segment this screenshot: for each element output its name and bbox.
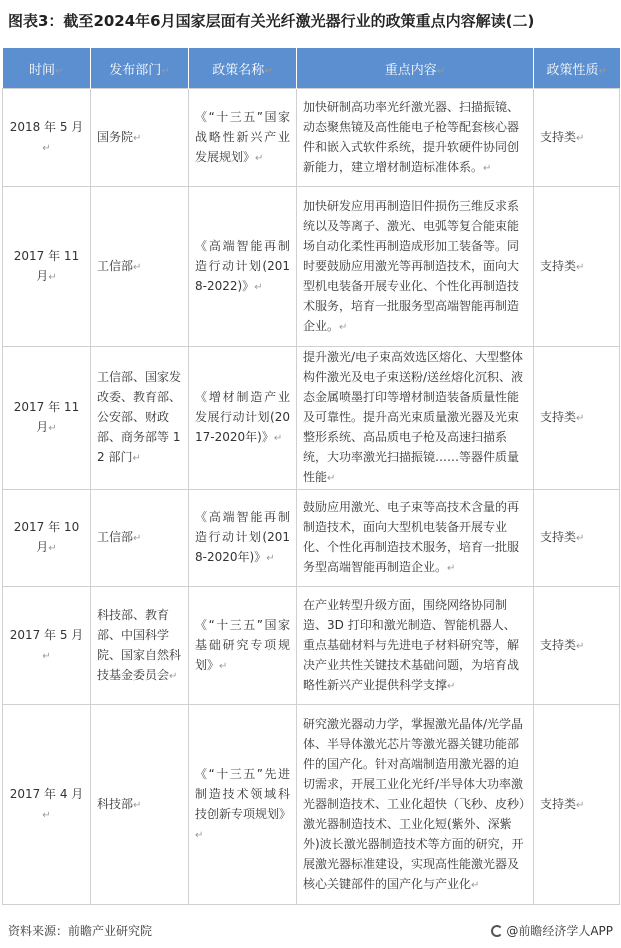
page-title: 图表3：截至2024年6月国家层面有关光纤激光器行业的政策重点内容解读(二) [8,12,535,30]
cell-key-content: 提升激光/电子束高效选区熔化、大型整体构件激光及电子束送粉/送丝熔化沉积、液态金属喷墨打印等增材制造装备质量性能及可靠性。提升高光束质量激光器及光束整形系统、高品质电子枪及高速扫描系统，大功率激光扫描振镜……等器件质量性能↵ [297,347,534,490]
qianzhan-logo-icon [491,925,503,937]
cell-policy-name: 《高端智能再制造行动计划(2018-2022)》↵ [189,187,297,347]
table-header-row [3,48,620,89]
cell-key-content: 在产业转型升级方面，围绕网络协同制造、3D 打印和激光制造、智能机器人、重点基础材料与先进电子材料研究等，解决产业共性关键技术基础问题，为培育战略性新兴产业提供科学支撑↵ [297,587,534,705]
header-key-content: 重点内容↵ [297,48,534,89]
cell-policy-name: 《增材制造产业发展行动计划(2017-2020年)》↵ [189,347,297,490]
header-policy-name: 政策名称↵ [189,48,297,89]
cell-nature: 支持类↵ [534,490,620,587]
cell-nature: 支持类↵ [534,347,620,490]
cell-nature: 支持类↵ [534,89,620,187]
cell-time: 2018 年 5 月↵ [3,89,91,187]
cell-dept: 科技部、教育部、中国科学院、国家自然科技基金委员会↵ [91,587,189,705]
cell-dept: 科技部↵ [91,705,189,905]
cell-dept: 国务院↵ [91,89,189,187]
table-row [3,587,620,705]
return-mark-icon: ↵ [264,65,273,77]
cell-policy-name: 《“十三五”国家基础研究专项规划》↵ [189,587,297,705]
cell-time: 2017 年 11 月↵ [3,187,91,347]
table-row [3,705,620,905]
cell-key-content: 加快研发应用再制造旧件损伤三维反求系统以及等离子、激光、电弧等复合能束能场自动化柔性再制造成形加工装备等。同时要鼓励应用激光等再制造技术，面向大型机电装备开展专业化、个性化再制造技术服务，培育一批服务型高端智能再制造企业。↵ [297,187,534,347]
source-note: 资料来源：前瞻产业研究院 [8,924,153,938]
header-nature: 政策性质↵ [534,48,620,89]
return-mark-icon: ↵ [436,65,446,77]
cell-dept: 工信部↵ [91,187,189,347]
cell-policy-name: 《“十三五”先进制造技术领域科技创新专项规划》↵ [189,705,297,905]
cell-key-content: 研究激光器动力学，掌握激光晶体/光学晶体、半导体激光芯片等激光器关键功能部件的国产化。针对高端制造用激光器的迫切需求，开展工业化光纤/半导体大功率激光器制造技术、工业化超快（飞秒、皮秒）激光器制造技术、工业化短(紫外、深紫外)波长激光器制造技术等方面的研究，开展激光器标准建设，实现高性能激光器及核心关键部件的国产化与产业化↵ [297,705,534,905]
cell-dept: 工信部、国家发改委、教育部、公安部、财政部、商务部等 12 部门↵ [91,347,189,490]
brand-credit-text: @前瞻经济学人APP [506,924,613,938]
cell-nature: 支持类↵ [534,705,620,905]
header-dept: 发布部门↵ [91,48,189,89]
cell-time: 2017 年 4 月↵ [3,705,91,905]
cell-time: 2017 年 5 月↵ [3,587,91,705]
cell-policy-name: 《“十三五”国家战略性新兴产业发展规划》↵ [189,89,297,187]
table-row [3,490,620,587]
cell-policy-name: 《高端智能再制造行动计划(2018-2020年)》↵ [189,490,297,587]
table-row [3,187,620,347]
header-time: 时间↵ [3,48,91,89]
cell-nature: 支持类↵ [534,587,620,705]
table-row [3,347,620,490]
table-row [3,89,620,187]
return-mark-icon: ↵ [161,65,170,77]
brand-credit [491,922,613,939]
return-mark-icon: ↵ [598,65,607,77]
cell-nature: 支持类↵ [534,187,620,347]
cell-dept: 工信部↵ [91,490,189,587]
cell-key-content: 加快研制高功率光纤激光器、扫描振镜、动态聚焦镜及高性能电子枪等配套核心器件和嵌入式软件系统，提升软硬件协同创新能力，建立增材制造标准体系。↵ [297,89,534,187]
cell-key-content: 鼓励应用激光、电子束等高技术含量的再制造技术，面向大型机电装备开展专业化、个性化再制造技术服务，培育一批服务型高端智能再制造企业。↵ [297,490,534,587]
policy-table [2,48,620,905]
cell-time: 2017 年 11 月↵ [3,347,91,490]
cell-time: 2017 年 10 月↵ [3,490,91,587]
return-mark-icon: ↵ [55,65,64,77]
